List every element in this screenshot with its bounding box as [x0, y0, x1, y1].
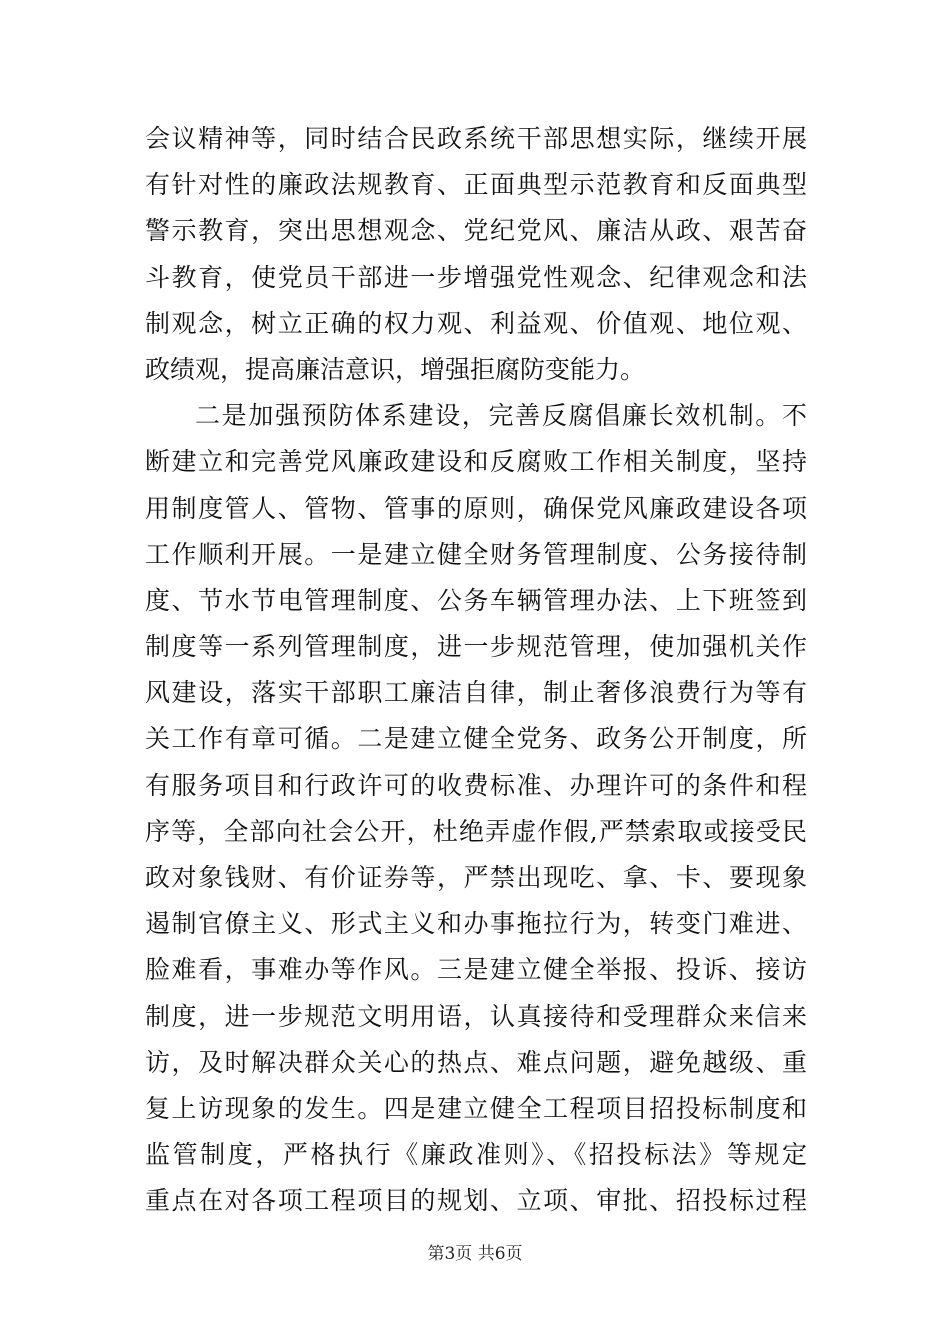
text-line: 监管制度，严格执行《廉政准则》、《招投标法》等规定 [145, 1140, 807, 1170]
text-line: 风建设，落实干部职工廉洁自律，制止奢侈浪费行为等有 [145, 678, 807, 708]
paragraph-1 [145, 116, 807, 393]
text-line: 访，及时解决群众关心的热点、难点问题，避免越级、重 [145, 1047, 807, 1077]
text-line: 二是加强预防体系建设，完善反腐倡廉长效机制。不 [195, 401, 807, 431]
text-line: 警示教育，突出思想观念、党纪党风、廉洁从政、艰苦奋 [145, 216, 807, 246]
text-line: 制度等一系列管理制度，进一步规范管理，使加强机关作 [145, 632, 807, 662]
text-line: 断建立和完善党风廉政建设和反腐败工作相关制度，坚持 [145, 447, 807, 477]
text-line: 复上访现象的发生。四是建立健全工程项目招投标制度和 [145, 1093, 807, 1123]
text-line: 斗教育，使党员干部进一步增强党性观念、纪律观念和法 [145, 262, 807, 292]
text-line: 制观念，树立正确的权力观、利益观、价值观、地位观、 [145, 308, 807, 338]
text-line: 政对象钱财、有价证券等，严禁出现吃、拿、卡、要现象 [145, 863, 807, 892]
text-line: 有服务项目和行政许可的收费标准、办理许可的条件和程 [145, 770, 807, 800]
page-number-footer: 第3页 共6页 [427, 1244, 523, 1264]
text-line: 序等，全部向社会公开，杜绝弄虚作假,严禁索取或接受民 [145, 816, 807, 846]
text-line: 度、节水节电管理制度、公务车辆管理办法、上下班签到 [145, 585, 807, 615]
text-line: 政绩观，提高廉洁意识，增强拒腐防变能力。 [145, 354, 646, 384]
text-line: 关工作有章可循。二是建立健全党务、政务公开制度，所 [145, 724, 807, 754]
text-line: 用制度管人、管物、管事的原则，确保党风廉政建设各项 [145, 493, 807, 523]
text-line: 脸难看，事难办等作风。三是建立健全举报、投诉、接访 [145, 955, 807, 985]
text-line: 制度，进一步规范文明用语，认真接待和受理群众来信来 [145, 1001, 807, 1031]
text-line: 工作顺利开展。一是建立健全财务管理制度、公务接待制 [145, 539, 807, 569]
text-line: 有针对性的廉政法规教育、正面典型示范教育和反面典型 [145, 170, 807, 200]
text-line: 会议精神等，同时结合民政系统干部思想实际，继续开展 [145, 124, 807, 153]
body-text [145, 116, 807, 1225]
text-line: 遏制官僚主义、形式主义和办事拖拉行为，转变门难进、 [145, 909, 807, 939]
paragraph-2 [145, 393, 807, 1224]
text-line: 重点在对各项工程项目的规划、立项、审批、招投标过程 [145, 1186, 807, 1216]
